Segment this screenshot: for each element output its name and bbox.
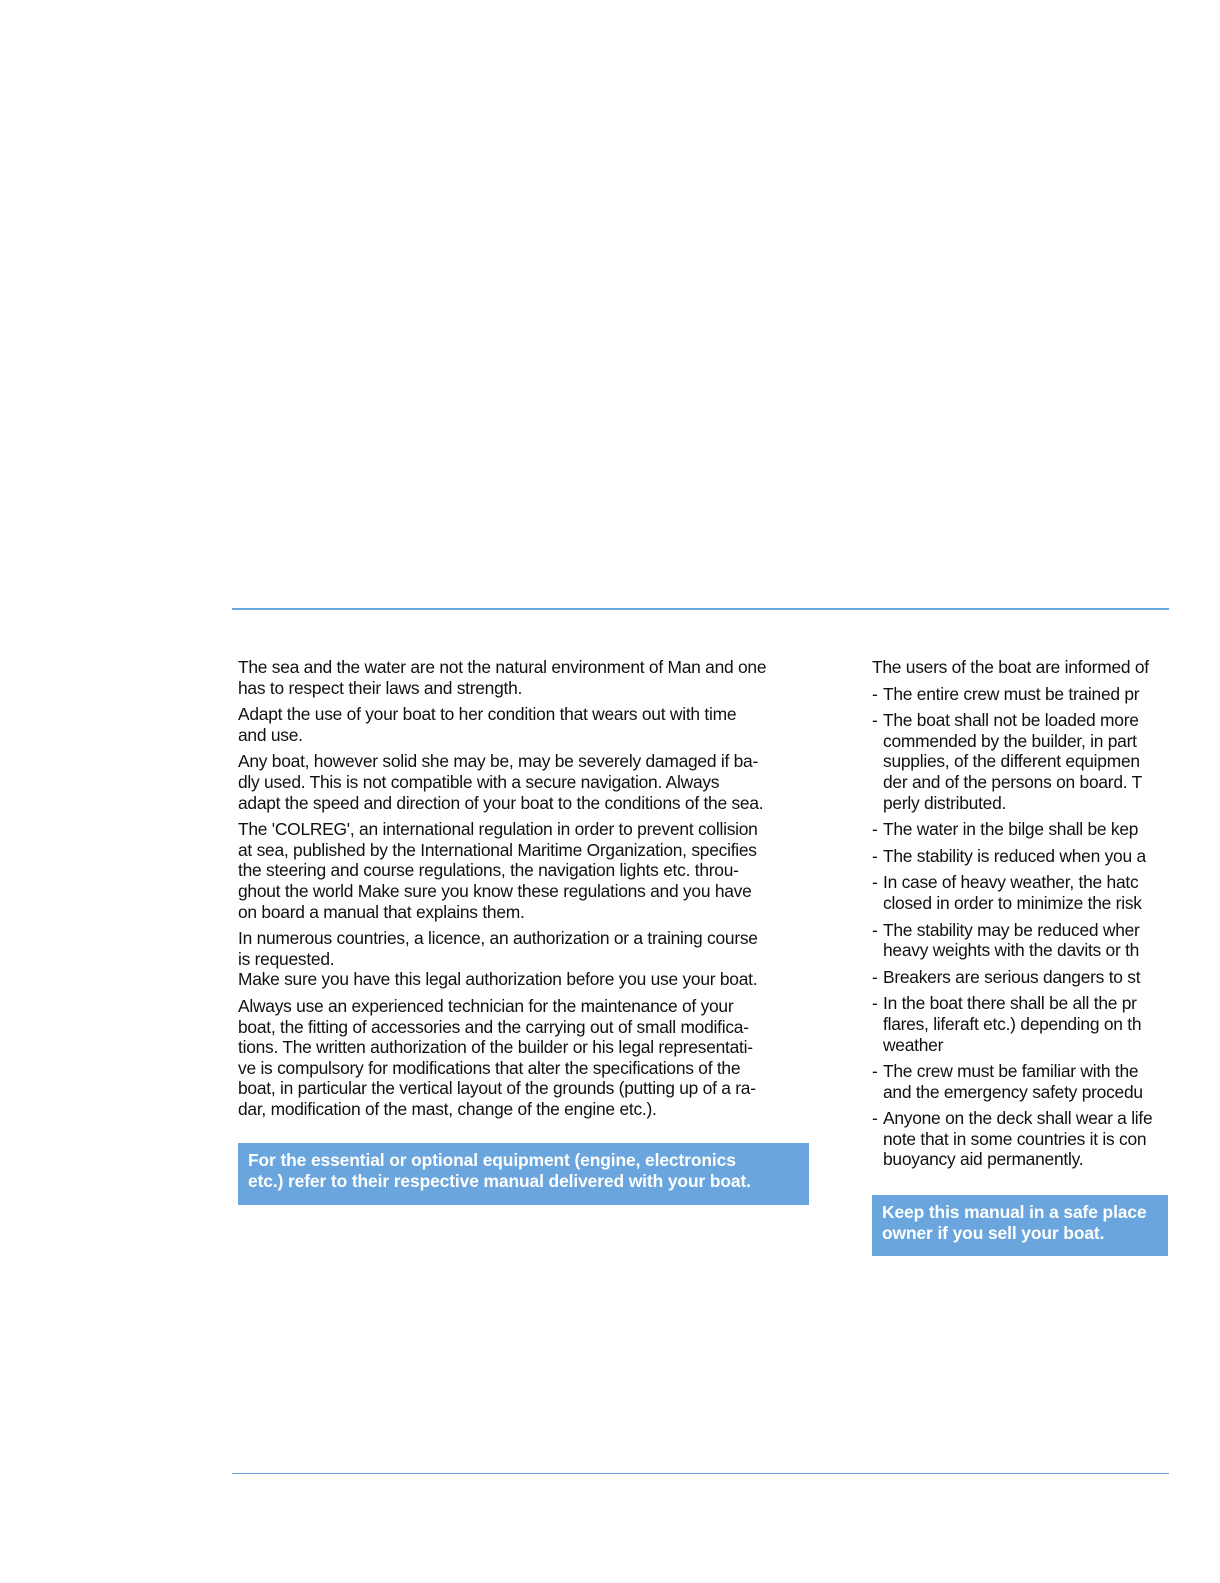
bullet-buoyancy-aid: - Anyone on the deck shall wear a life note that in some countries it is con buoyancy aid permanently. [872,1108,1168,1170]
bullet-safety-equipment: - In the boat there shall be all the pr flares, liferaft etc.) depending on th weather [872,993,1168,1055]
bullet-davits-weights: - The stability may be reduced wher heavy weights with the davits or th [872,920,1168,961]
left-column [238,657,812,1205]
keep-manual-note-box: Keep this manual in a safe place owner if you sell your boat. [872,1195,1168,1256]
bullet-breakers: - Breakers are serious dangers to st [872,967,1168,988]
paragraph-maintenance: Always use an experienced technician for the maintenance of your boat, the fitting of accessories and the carrying out of small modifica- tions. The written authorization of the builder or his legal representati- ve is compulsory for modifications that alter the specifications of the boat, in particular the vertical layout of the grounds (putting up of a ra- dar, modification of the mast, change of the engine etc.). [238,995,756,1119]
paragraph-licence: In numerous countries, a licence, an authorization or a training course is requested. [238,928,758,969]
bullet-bilge-water: - The water in the bilge shall be kep [872,819,1168,840]
bullet-emergency-procedures: - The crew must be familiar with the and the emergency safety procedu [872,1061,1168,1102]
paragraph-users-informed: The users of the boat are informed of [872,657,1149,677]
bullet-loading: - The boat shall not be loaded more commended by the builder, in part supplies, of the different equipmen der and of the persons on board. T perly distributed. [872,710,1168,813]
bullet-heavy-weather: - In case of heavy weather, the hatc closed in order to minimize the risk [872,872,1168,913]
paragraph-adapt-use: Adapt the use of your boat to her condition that wears out with time and use. [238,704,737,745]
safety-bullet-list [872,684,1168,1170]
paragraph-boat-damage: Any boat, however solid she may be, may be severely damaged if ba- dly used. This is not compatible with a secure navigation. Always adapt the speed and direction of your boat to the conditions of the sea. [238,751,764,813]
bottom-divider-line [232,1473,1169,1474]
right-column [872,657,1168,1256]
bullet-crew-trained: - The entire crew must be trained pr [872,684,1168,705]
paragraph-colreg: The 'COLREG', an international regulation in order to prevent collision at sea, published by the International Maritime Organization, specifies the steering and course regulations, the navigation lights etc. throu- ghout the world Make sure you know these regulations and you have on board a manual that explains them. [238,819,758,922]
equipment-note-box: For the essential or optional equipment (engine, electronics etc.) refer to their respective manual delivered with your boat. [238,1143,809,1204]
paragraph-sea-respect: The sea and the water are not the natural environment of Man and one has to respect their laws and strength. [238,657,767,698]
bullet-stability-reduced: - The stability is reduced when you a [872,846,1168,867]
paragraph-legal-authorization: Make sure you have this legal authorization before you use your boat. [238,969,758,990]
